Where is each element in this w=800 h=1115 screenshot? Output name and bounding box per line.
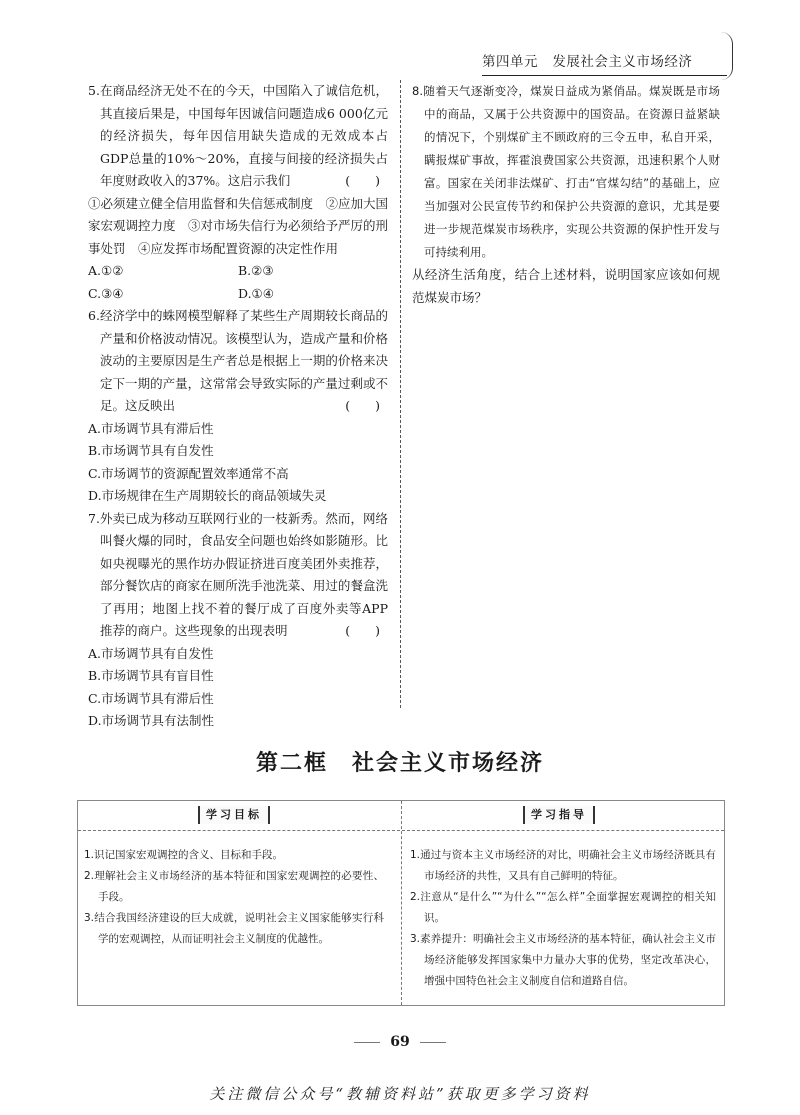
left-column [88, 80, 388, 733]
question-5 [88, 80, 388, 305]
page-number: 69 [0, 1034, 800, 1050]
question-5-stem: 5.在商品经济无处不在的今天，中国陷入了诚信危机，其直接后果是，中国每年因诚信问题造成6 000亿元的经济损失，每年因信用缺失造成的无效成本占GDP总量的10%～20%，直接与间接的经济损失占年度财政收入的37%。这启示我们 ( ) [88, 80, 388, 193]
question-5-options-row-1 [88, 260, 388, 283]
option-c[interactable]: C.③④ [88, 285, 124, 301]
running-header [482, 50, 727, 76]
option-d[interactable]: D.市场调节具有法制性 [88, 713, 215, 728]
list-item: 3.素养提升：明确社会主义市场经济的基本特征，确认社会主义市场经济能够发挥国家集中力量办大事的优势，坚定改革决心，增强中国特色社会主义制度自信和道路自信。 [410, 933, 716, 987]
option-d[interactable]: D.市场规律在生产周期较长的商品领域失灵 [88, 488, 327, 503]
answer-paren[interactable]: ( ) [345, 173, 380, 188]
question-5-statements: ①必须建立健全信用监督和失信惩戒制度 ②应加大国家宏观调控力度 ③对市场失信行为必须给予严厉的刑事处罚 ④应发挥市场配置资源的决定性作用 [88, 195, 389, 256]
question-7-stem: 7.外卖已成为移动互联网行业的一枝新秀。然而，网络叫餐火爆的同时，食品安全问题也始终如影随形。比如央视曝光的黑作坊办假证挤进百度美团外卖推荐，部分餐饮店的商家在厕所洗手池洗菜、用过的餐盒洗了再用；地图上找不着的餐厅成了百度外卖等APP推荐的商户。这些现象的出现表明 ( ) [88, 508, 388, 643]
list-item: 2.理解社会主义市场经济的基本特征和国家宏观调控的必要性、手段。 [84, 870, 384, 903]
learning-objectives-label: 学习目标 [198, 806, 270, 824]
list-item: 1.识记国家宏观调控的含义、目标和手段。 [84, 849, 284, 861]
option-b[interactable]: B.市场调节具有盲目性 [88, 668, 214, 683]
question-7 [88, 508, 388, 733]
option-a[interactable]: A.市场调节具有自发性 [88, 645, 214, 661]
section-title: 第二框 社会主义市场经济 [255, 751, 544, 776]
box-column-divider [401, 801, 402, 1005]
option-b[interactable]: B.市场调节具有自发性 [88, 443, 214, 458]
question-8-material: 8.随着天气逐渐变冷，煤炭日益成为紧俏品。煤炭既是市场中的商品，又属于公共资源中的国资品。在资源日益紧缺的情况下，个别煤矿主不顾政府的三令五申，私自开采，瞒报煤矿事故，挥霍浪费国家公共资源，迅速积累个人财富。国家在关闭非法煤矿、打击“官煤勾结”的基础上，应当加强对公民宣传节约和保护公共资源的意识，尤其是要进一步规范煤炭市场秩序，实现公共资源的保护性开发与可持续利用。 [412, 84, 720, 259]
learning-objectives-list [84, 845, 384, 950]
page-number-dash-left [354, 1042, 380, 1043]
option-d[interactable]: D.①④ [238, 285, 274, 301]
question-5-options-row-2 [88, 283, 388, 306]
header-bracket-decoration [718, 32, 733, 80]
learning-goals-box [77, 800, 725, 1006]
option-c[interactable]: C.市场调节的资源配置效率通常不高 [88, 465, 289, 481]
learning-guidance-label: 学习指导 [523, 806, 595, 824]
list-item: 2.注意从“是什么”“为什么”“怎么样”全面掌握宏观调控的相关知识。 [410, 891, 716, 924]
right-column [412, 80, 720, 309]
column-divider [400, 80, 401, 708]
page-number-dash-right [420, 1042, 446, 1043]
option-a[interactable]: A.①② [88, 263, 124, 278]
list-item: 1.通过与资本主义市场经济的对比，明确社会主义市场经济既具有市场经济的共性，又具有自己鲜明的特征。 [410, 849, 716, 882]
answer-paren[interactable]: ( ) [345, 623, 380, 638]
question-6 [88, 305, 388, 508]
footer-note: 关注微信公众号“教辅资料站”获取更多学习资料 [209, 1085, 591, 1103]
option-a[interactable]: A.市场调节具有滞后性 [88, 420, 214, 436]
answer-paren[interactable]: ( ) [345, 398, 380, 413]
question-6-stem: 6.经济学中的蛛网模型解释了某些生产周期较长商品的产量和价格波动情况。该模型认为，造成产量和价格波动的主要原因是生产者总是根据上一期的价格来决定下一期的产量，这常常会导致实际的产量过剩或不足。这反映出 ( ) [88, 305, 388, 418]
unit-title: 发展社会主义市场经济 [552, 54, 693, 70]
learning-guidance-list [410, 845, 716, 992]
list-item: 3.结合我国经济建设的巨大成就，说明社会主义国家能够实行科学的宏观调控，从而证明社会主义制度的优越性。 [84, 912, 384, 945]
unit-label: 第四单元 [482, 54, 538, 70]
question-8-question: 从经济生活角度，结合上述材料，说明国家应该如何规范煤炭市场？ [412, 267, 720, 305]
header-rule [482, 75, 727, 76]
option-c[interactable]: C.市场调节具有滞后性 [88, 690, 214, 706]
option-b[interactable]: B.②③ [238, 263, 274, 278]
